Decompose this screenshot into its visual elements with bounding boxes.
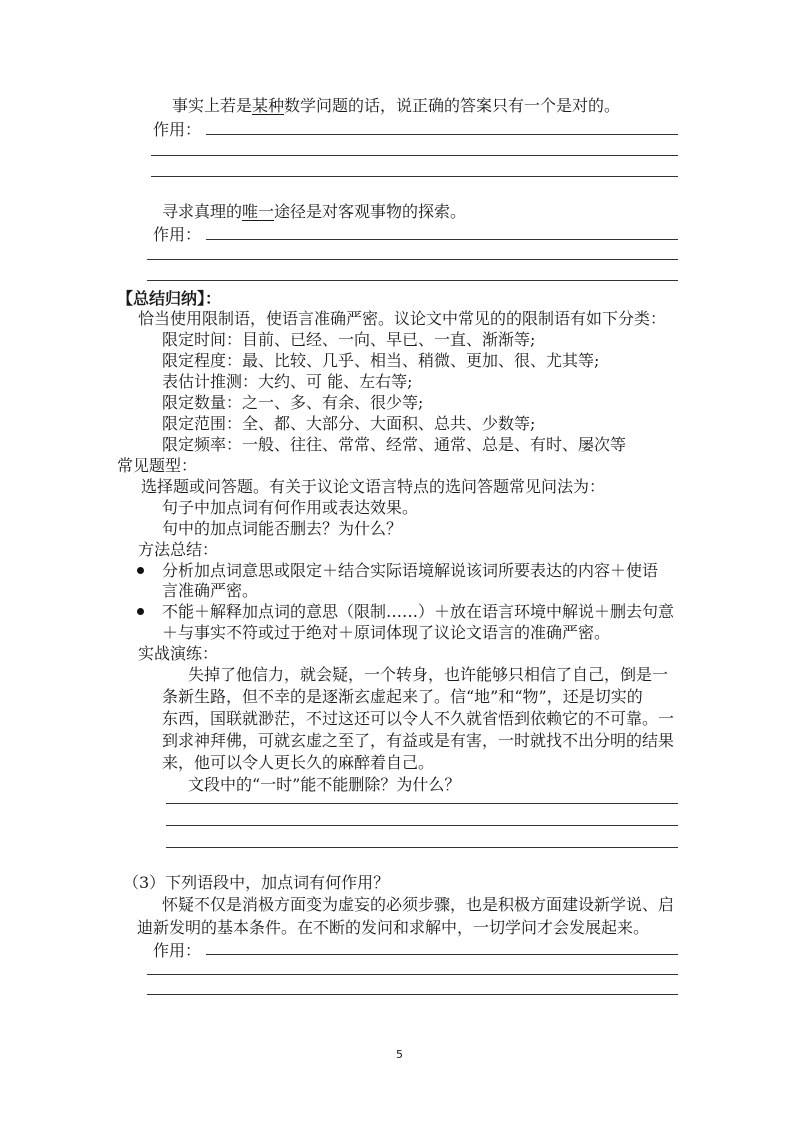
method-bullet-1-line-1: 分析加点词意思或限定＋结合实际语境解说该词所要表达的内容＋使语 xyxy=(162,561,659,580)
q1-sentence xyxy=(172,95,620,117)
q2-answer-line-2[interactable] xyxy=(147,259,678,260)
method-bullet-1-line-2: 言准确严密。 xyxy=(162,581,259,600)
q1-answer-label: 作用： xyxy=(153,120,202,139)
q2-answer-line-1[interactable] xyxy=(206,239,678,240)
practice-answer-line-2[interactable] xyxy=(166,825,678,826)
summary-item: 限定数量：之一、多、有余、很少等; xyxy=(162,393,424,412)
summary-item: 限定频率：一般、往往、常常、经常、通常、总是、有时、屡次等 xyxy=(162,435,627,454)
practice-passage-line: 来，他可以令人更长久的麻醉着自己。 xyxy=(162,753,435,772)
summary-item: 限定程度：最、比较、几乎、相当、稍微、更加、很、尤其等; xyxy=(162,351,600,370)
practice-passage-line: 失掉了他信力，就会疑，一个转身，也许能够只相信了自己，倒是一 xyxy=(188,665,669,684)
types-line: 句中的加点词能否删去？为什么？ xyxy=(162,519,403,538)
bullet-icon xyxy=(137,608,144,615)
q3-answer-line-3[interactable] xyxy=(147,994,678,995)
summary-item: 限定范围：全、都、大部分、大面积、总共、少数等; xyxy=(162,414,536,433)
practice-heading: 实战演练： xyxy=(138,644,219,663)
q1-pre: 事实上若是 xyxy=(172,96,253,115)
q3-passage-line: 迪新发明的基本条件。在不断的发问和求解中，一切学问才会发展起来。 xyxy=(137,918,650,937)
summary-item: 限定时间：目前、已经、一向、早已、一直、渐渐等; xyxy=(162,330,536,349)
q3-passage-line: 怀疑不仅是消极方面变为虚妄的必须步骤，也是积极方面建设新学说、启 xyxy=(162,895,675,914)
types-line: 选择题或问答题。有关于议论文语言特点的选问答题常见问法为： xyxy=(141,477,606,496)
q3-answer-line-1[interactable] xyxy=(206,954,678,955)
page-number: 5 xyxy=(396,1048,403,1061)
q2-emphasis: 唯一 xyxy=(242,202,275,221)
practice-question: 文段中的“一时”能不能删除？为什么？ xyxy=(188,775,461,794)
q1-answer-line-2[interactable] xyxy=(151,155,678,156)
q3-answer-label: 作用： xyxy=(153,941,202,960)
q2-answer-label: 作用： xyxy=(153,225,202,244)
summary-heading: 【总结归纳】： xyxy=(117,289,222,308)
bullet-icon xyxy=(137,567,144,574)
method-bullet-2-line-2: ＋与事实不符或过于绝对＋原词体现了议论文语言的准确严密。 xyxy=(162,623,611,642)
summary-intro: 恰当使用限制语，使语言准确严密。议论文中常见的的限制语有如下分类： xyxy=(138,309,667,328)
summary-item: 表估计推测：大约、可 能、左右等; xyxy=(162,372,413,391)
q2-answer-line-3[interactable] xyxy=(147,280,678,281)
q3-heading: （3）下列语段中，加点词有何作用？ xyxy=(123,873,390,892)
types-line: 句子中加点词有何作用或表达效果。 xyxy=(162,498,419,517)
q2-post: 途径是对客观事物的探索。 xyxy=(274,202,467,221)
types-heading: 常见题型： xyxy=(117,456,198,475)
q1-answer-line-3[interactable] xyxy=(151,176,678,177)
method-bullet-2-line-1: 不能＋解释加点词的意思（限制……）＋放在语言环境中解说＋删去句意 xyxy=(162,602,675,621)
practice-passage-line: 到求神拜佛，可就玄虚之至了，有益或是有害，一时就找不出分明的结果 xyxy=(162,731,675,750)
method-heading: 方法总结： xyxy=(138,540,219,559)
q1-answer-line-1[interactable] xyxy=(206,134,678,135)
q2-pre: 寻求真理的 xyxy=(162,202,243,221)
practice-answer-line-1[interactable] xyxy=(166,803,678,804)
practice-passage-line: 条新生路，但不幸的是逐渐玄虚起来了。信“地”和“物”，还是切实的 xyxy=(162,687,643,706)
q3-answer-line-2[interactable] xyxy=(147,974,678,975)
q1-post: 数学问题的话，说正确的答案只有一个是对的。 xyxy=(284,96,621,115)
practice-answer-line-3[interactable] xyxy=(166,847,678,848)
practice-passage-line: 东西，国联就渺茫，不过这还可以令人不久就省悟到依赖它的不可靠。一 xyxy=(162,709,675,728)
q1-emphasis: 某种 xyxy=(252,96,285,115)
q2-sentence xyxy=(162,201,466,223)
